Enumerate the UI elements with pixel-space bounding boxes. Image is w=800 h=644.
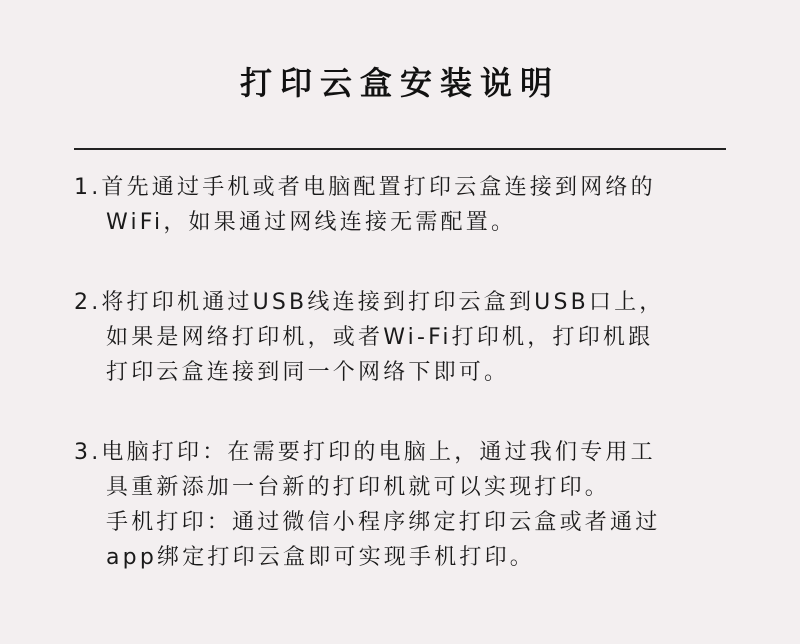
step-3-line-3: 手机打印：通过微信小程序绑定打印云盒或者通过 xyxy=(106,510,661,535)
step-2 xyxy=(74,285,744,390)
step-2-line-1: 2.将打印机通过USB线连接到打印云盒到USB口上， xyxy=(74,290,665,315)
page-title: 打印云盒安装说明 xyxy=(239,64,560,102)
step-1-line-2: WiFi，如果通过网线连接无需配置。 xyxy=(106,210,517,235)
step-1 xyxy=(74,170,744,240)
step-2-line-3: 打印云盒连接到同一个网络下即可。 xyxy=(106,360,510,385)
step-3-line-4: app绑定打印云盒即可实现手机打印。 xyxy=(106,545,536,570)
step-3-line-1: 3.电脑打印：在需要打印的电脑上，通过我们专用工 xyxy=(74,440,656,465)
step-3 xyxy=(74,435,744,575)
step-3-line-2: 具重新添加一台新的打印机就可以实现打印。 xyxy=(106,475,611,500)
title-divider xyxy=(74,148,726,150)
step-1-line-1: 1.首先通过手机或者电脑配置打印云盒连接到网络的 xyxy=(74,175,656,200)
instruction-list xyxy=(74,170,744,575)
step-2-line-2: 如果是网络打印机，或者Wi-Fi打印机，打印机跟 xyxy=(106,325,654,350)
